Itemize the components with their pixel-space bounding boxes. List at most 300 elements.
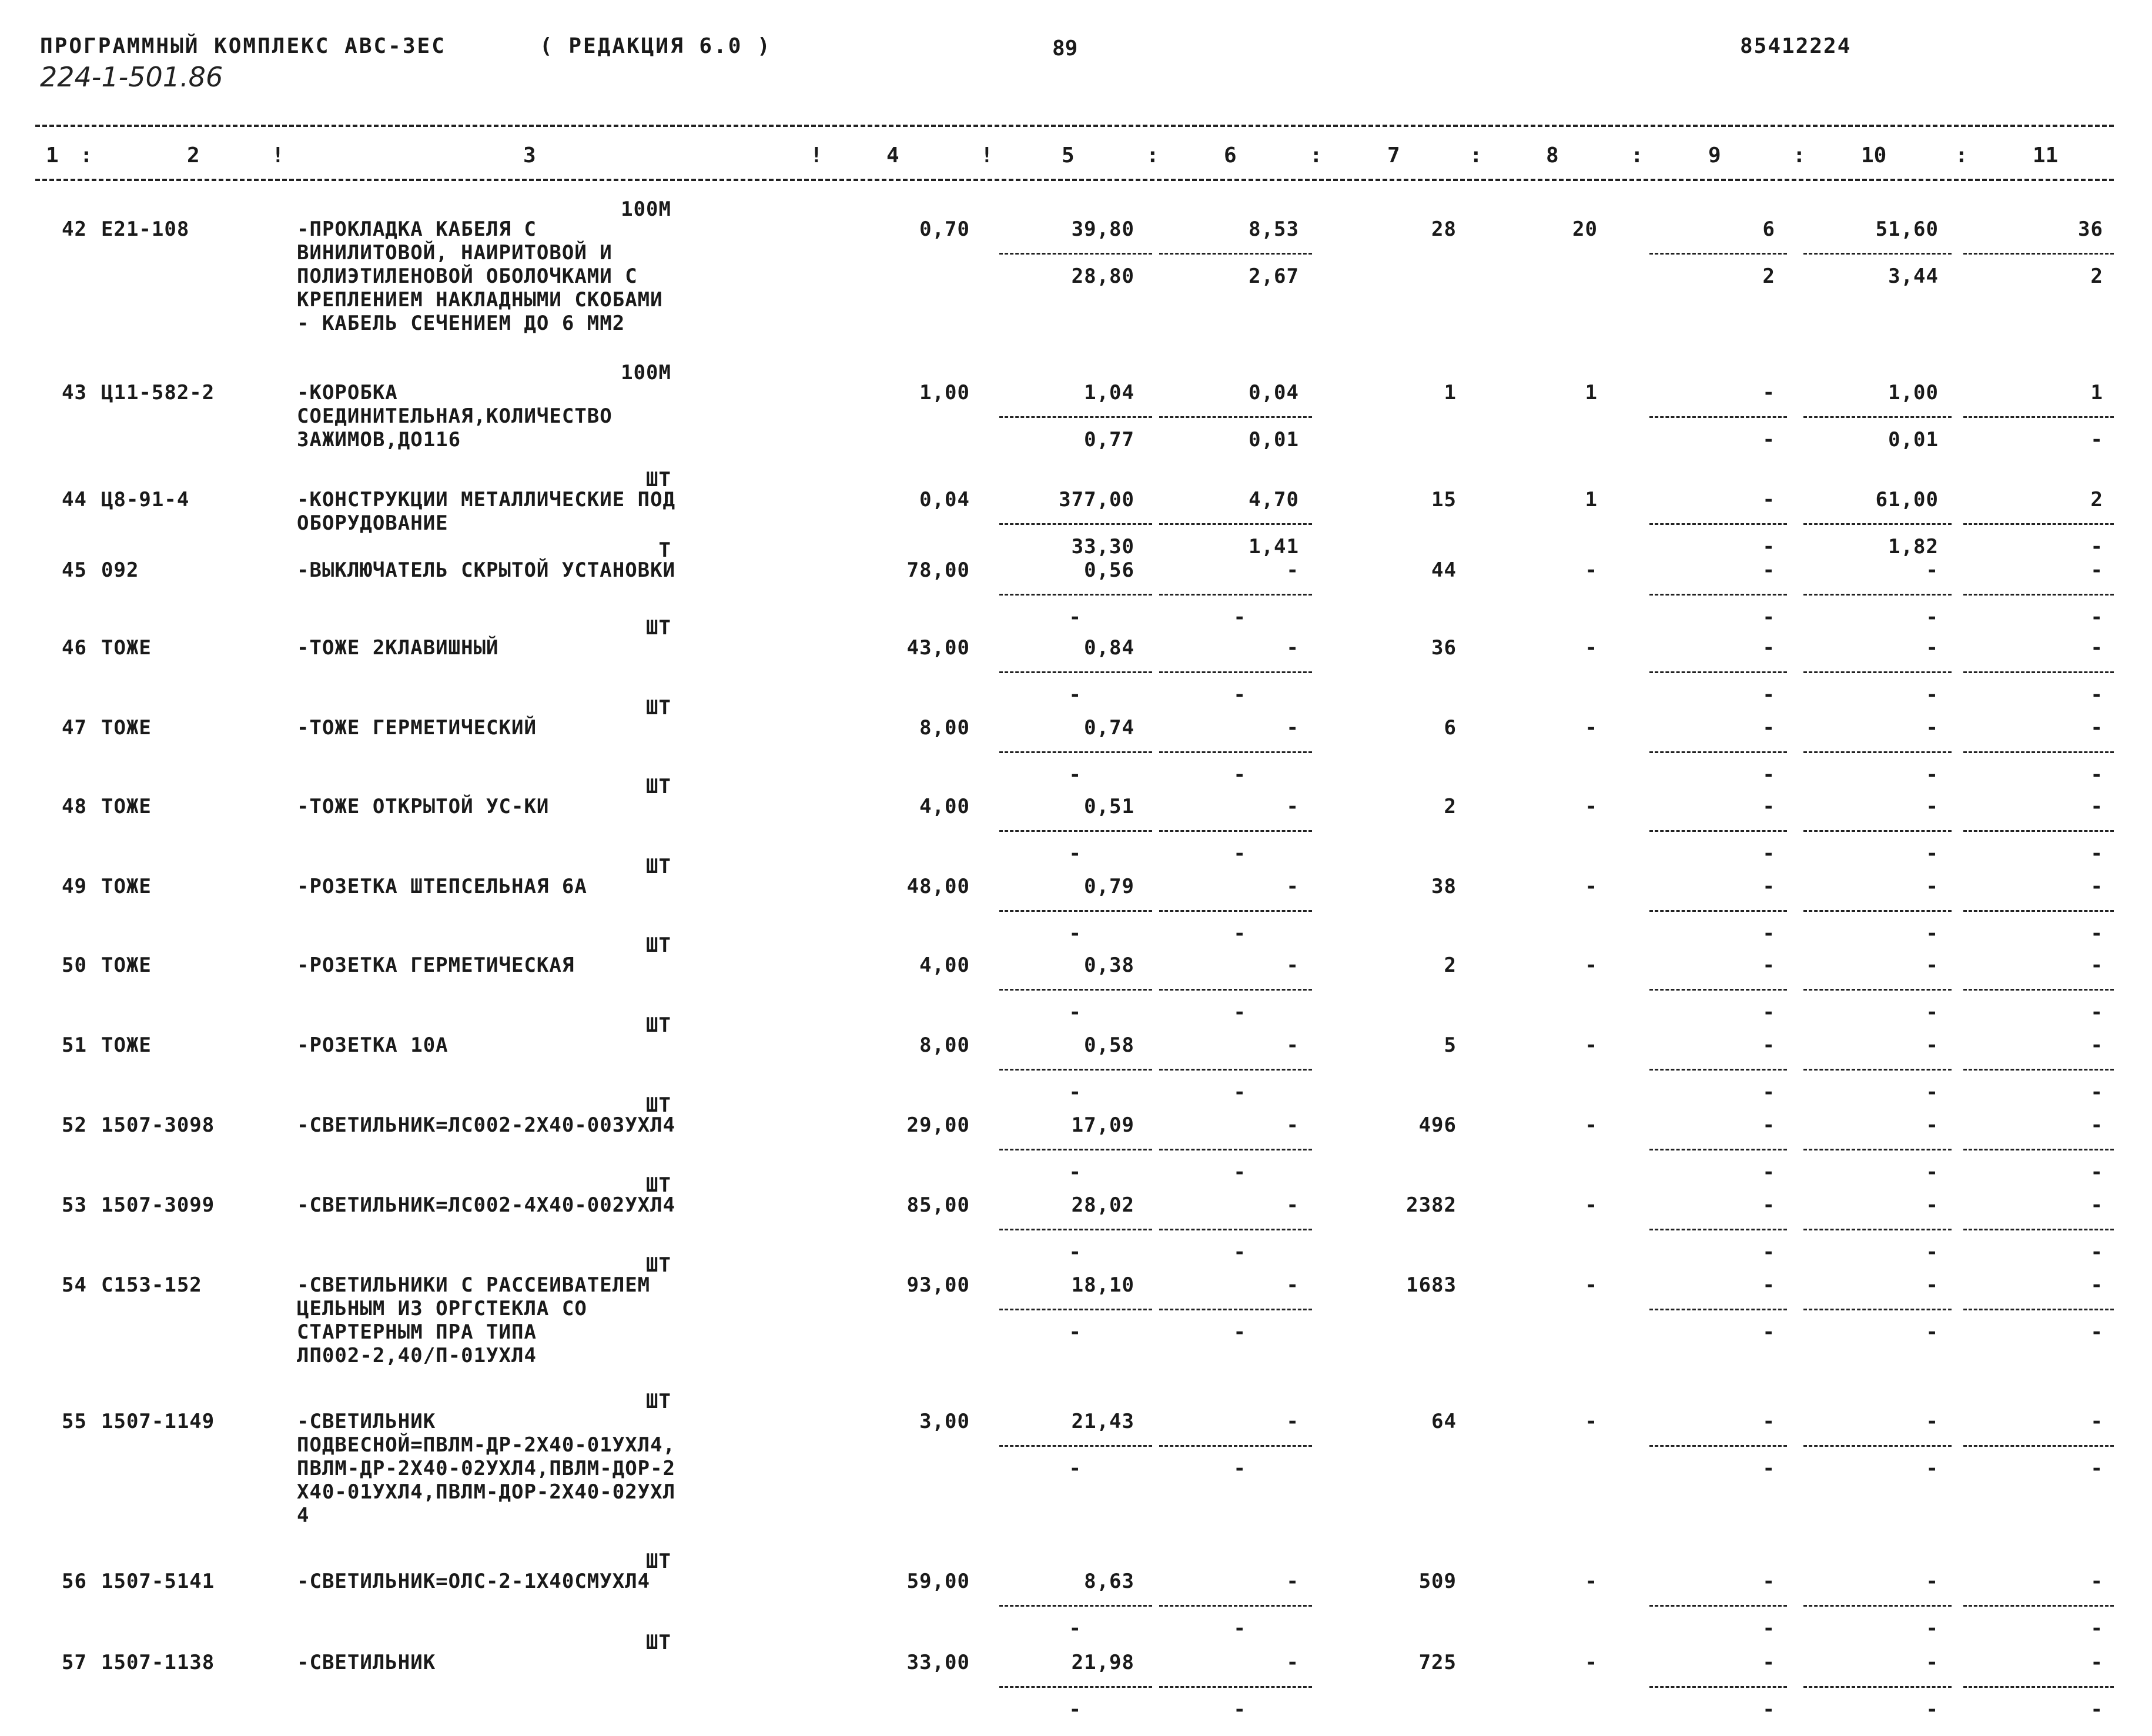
machine-wages: - [1233, 763, 1246, 787]
unit-cost-total: 0,74 [1084, 716, 1134, 740]
unit-cost-total: 21,98 [1071, 1651, 1134, 1674]
labor-total-machinists: - [2090, 1698, 2103, 1721]
unit-cost-total: 39,80 [1071, 218, 1134, 241]
labor-costs: - [1926, 558, 1939, 582]
operation-cost: - [1762, 558, 1775, 582]
cell-divider-line [1159, 671, 1312, 673]
unit-cost-wages: - [1069, 1001, 1082, 1024]
unit-cost-wages: - [1069, 922, 1082, 945]
labor-costs: - [1926, 954, 1939, 977]
machine-cost: - [1286, 1113, 1299, 1137]
labor-total: 2 [2090, 488, 2103, 511]
unit-cost-wages: - [1069, 1457, 1082, 1480]
norm-code: 1507-3098 [101, 1113, 215, 1137]
description-line: -КОНСТРУКЦИИ МЕТАЛЛИЧЕСКИЕ ПОД [297, 488, 676, 511]
norm-code: ТОЖЕ [101, 1033, 152, 1057]
row-number: 50 [62, 954, 87, 977]
labor-costs: - [1926, 1651, 1939, 1674]
col-separator: : [1310, 143, 1323, 168]
unit-cost-wages: - [1069, 1160, 1082, 1184]
col-separator: ! [272, 143, 285, 168]
labor-costs-machinists: - [1926, 842, 1939, 865]
labor-costs-machinists: - [1926, 1617, 1939, 1640]
machine-cost: 0,04 [1249, 381, 1299, 404]
operation-cost: - [1762, 1410, 1775, 1433]
machine-wages: 1,41 [1249, 535, 1299, 558]
labor-total-machinists: - [2090, 683, 2103, 707]
machine-cost: 4,70 [1249, 488, 1299, 511]
labor-costs-machinists: 1,82 [1888, 535, 1939, 558]
labor-total-machinists: - [2090, 606, 2103, 629]
col-header-10: 10 [1861, 143, 1887, 168]
unit-cost-total: 0,58 [1084, 1033, 1134, 1057]
labor-total: 1 [2090, 381, 2103, 404]
unit-label: 100М [621, 198, 671, 221]
cell-divider-line [1159, 416, 1312, 418]
machine-wages: - [1233, 842, 1246, 865]
description-line: ЛП002-2,40/П-01УХЛ4 [297, 1344, 537, 1367]
labor-costs-machinists: 3,44 [1888, 265, 1939, 288]
quantity: 48,00 [906, 875, 970, 898]
quantity: 8,00 [919, 716, 970, 740]
total-cost: 64 [1431, 1410, 1457, 1433]
machine-cost: - [1286, 1410, 1299, 1433]
total-wages: - [1585, 1033, 1598, 1057]
edition-label: ( РЕДАКЦИЯ 6.0 ) [540, 34, 772, 58]
labor-costs-machinists: - [1926, 1457, 1939, 1480]
operation-wages: - [1762, 1001, 1775, 1024]
labor-costs: - [1926, 1570, 1939, 1593]
total-cost: 2382 [1406, 1193, 1457, 1217]
labor-total-machinists: - [2090, 1160, 2103, 1184]
description-line: -СВЕТИЛЬНИК=ОЛС-2-1Х40СМУХЛ4 [297, 1570, 651, 1593]
labor-costs: - [1926, 795, 1939, 818]
norm-code: ТОЖЕ [101, 795, 152, 818]
cell-divider-line [999, 253, 1152, 255]
cell-divider-line [1649, 523, 1787, 525]
labor-costs-machinists: - [1926, 1081, 1939, 1104]
col-header-5: 5 [1062, 143, 1075, 168]
quantity: 4,00 [919, 954, 970, 977]
total-cost: 6 [1444, 716, 1457, 740]
cell-divider-line [1649, 830, 1787, 832]
norm-code: ТОЖЕ [101, 716, 152, 740]
handwritten-project-number: 224-1-501.86 [40, 61, 223, 93]
cell-divider-line [1649, 671, 1787, 673]
cell-divider-line [1803, 1309, 1952, 1310]
unit-label: ШТ [646, 775, 671, 798]
cell-divider-line [1963, 1069, 2114, 1071]
labor-total: - [2090, 558, 2103, 582]
labor-costs: - [1926, 1273, 1939, 1297]
total-wages: - [1585, 1113, 1598, 1137]
machine-wages: 0,01 [1249, 428, 1299, 451]
machine-wages: - [1233, 1081, 1246, 1104]
total-cost: 15 [1431, 488, 1457, 511]
col-header-11: 11 [2033, 143, 2059, 168]
cell-divider-line [1159, 253, 1312, 255]
operation-wages: - [1762, 1457, 1775, 1480]
description-line: -ТОЖЕ ГЕРМЕТИЧЕСКИЙ [297, 716, 537, 740]
operation-wages: - [1762, 842, 1775, 865]
machine-cost: - [1286, 1651, 1299, 1674]
labor-costs-machinists: - [1926, 683, 1939, 707]
cell-divider-line [1963, 594, 2114, 596]
unit-label: Т [658, 538, 671, 562]
unit-cost-total: 1,04 [1084, 381, 1134, 404]
machine-cost: - [1286, 795, 1299, 818]
col-header-3: 3 [523, 143, 536, 168]
cell-divider-line [1159, 1229, 1312, 1230]
machine-cost: - [1286, 1273, 1299, 1297]
quantity: 0,70 [919, 218, 970, 241]
norm-code: 1507-1138 [101, 1651, 215, 1674]
labor-costs-machinists: - [1926, 1320, 1939, 1344]
total-wages: - [1585, 716, 1598, 740]
quantity: 8,00 [919, 1033, 970, 1057]
labor-total-machinists: - [2090, 842, 2103, 865]
description-line: СТАРТЕРНЫМ ПРА ТИПА [297, 1320, 537, 1344]
cell-divider-line [1963, 1309, 2114, 1310]
operation-cost: - [1762, 381, 1775, 404]
machine-cost: - [1286, 1193, 1299, 1217]
labor-total-machinists: - [2090, 763, 2103, 787]
cell-divider-line [1803, 1069, 1952, 1071]
machine-cost: - [1286, 1570, 1299, 1593]
cell-divider-line [1963, 751, 2114, 753]
norm-code: С153-152 [101, 1273, 202, 1297]
norm-code: ТОЖЕ [101, 875, 152, 898]
labor-total: - [2090, 1033, 2103, 1057]
row-number: 54 [62, 1273, 87, 1297]
operation-wages: - [1762, 606, 1775, 629]
cell-divider-line [1963, 671, 2114, 673]
col-header-9: 9 [1708, 143, 1721, 168]
machine-wages: - [1233, 1698, 1246, 1721]
cell-divider-line [1159, 1309, 1312, 1310]
cell-divider-line [1159, 830, 1312, 832]
col-separator: : [1631, 143, 1644, 168]
row-number: 53 [62, 1193, 87, 1217]
total-wages: 1 [1585, 381, 1598, 404]
norm-code: 092 [101, 558, 139, 582]
cell-divider-line [1963, 253, 2114, 255]
cell-divider-line [1803, 1229, 1952, 1230]
total-cost: 5 [1444, 1033, 1457, 1057]
total-wages: - [1585, 875, 1598, 898]
labor-total-machinists: - [2090, 535, 2103, 558]
unit-label: ШТ [646, 1013, 671, 1037]
cell-divider-line [1649, 751, 1787, 753]
total-cost: 1 [1444, 381, 1457, 404]
machine-cost: - [1286, 636, 1299, 660]
operation-cost: - [1762, 716, 1775, 740]
cell-divider-line [1649, 1229, 1787, 1230]
operation-cost: - [1762, 1570, 1775, 1593]
cell-divider-line [1649, 1605, 1787, 1607]
cell-divider-line [1963, 830, 2114, 832]
quantity: 93,00 [906, 1273, 970, 1297]
total-cost: 725 [1418, 1651, 1457, 1674]
machine-cost: - [1286, 716, 1299, 740]
labor-total: - [2090, 795, 2103, 818]
total-cost: 509 [1418, 1570, 1457, 1593]
machine-cost: - [1286, 1033, 1299, 1057]
description-line: -ПРОКЛАДКА КАБЕЛЯ С [297, 218, 537, 241]
cell-divider-line [1649, 910, 1787, 912]
total-wages: 20 [1572, 218, 1598, 241]
total-cost: 36 [1431, 636, 1457, 660]
labor-costs-machinists: - [1926, 1240, 1939, 1264]
cell-divider-line [1803, 989, 1952, 991]
labor-total: - [2090, 954, 2103, 977]
cell-divider-line [1963, 1686, 2114, 1688]
unit-label: ШТ [646, 1550, 671, 1573]
labor-total-machinists: - [2090, 1001, 2103, 1024]
labor-total: - [2090, 1570, 2103, 1593]
cell-divider-line [999, 671, 1152, 673]
description-line: -СВЕТИЛЬНИК=ЛС002-4Х40-002УХЛ4 [297, 1193, 676, 1217]
operation-cost: - [1762, 875, 1775, 898]
cell-divider-line [1159, 1605, 1312, 1607]
unit-cost-total: 18,10 [1071, 1273, 1134, 1297]
labor-total-machinists: - [2090, 922, 2103, 945]
unit-cost-total: 28,02 [1071, 1193, 1134, 1217]
cell-divider-line [999, 1686, 1152, 1688]
labor-total: - [2090, 1273, 2103, 1297]
cell-divider-line [999, 594, 1152, 596]
total-cost: 28 [1431, 218, 1457, 241]
description-line: - КАБЕЛЬ СЕЧЕНИЕМ ДО 6 ММ2 [297, 312, 625, 335]
cell-divider-line [1159, 910, 1312, 912]
machine-wages: 2,67 [1249, 265, 1299, 288]
cell-divider-line [1159, 989, 1312, 991]
labor-total-machinists: - [2090, 1320, 2103, 1344]
labor-costs-machinists: - [1926, 1001, 1939, 1024]
labor-costs: - [1926, 1033, 1939, 1057]
unit-cost-wages: - [1069, 1617, 1082, 1640]
cell-divider-line [999, 989, 1152, 991]
col-separator: ! [980, 143, 993, 168]
cell-divider-line [1963, 910, 2114, 912]
cell-divider-line [999, 1229, 1152, 1230]
labor-total-machinists: - [2090, 1457, 2103, 1480]
row-number: 43 [62, 381, 87, 404]
cell-divider-line [999, 1445, 1152, 1447]
labor-costs-machinists: 0,01 [1888, 428, 1939, 451]
col-separator: ! [810, 143, 823, 168]
cell-divider-line [1803, 416, 1952, 418]
unit-cost-total: 0,84 [1084, 636, 1134, 660]
cell-divider-line [999, 1605, 1152, 1607]
description-line: -РОЗЕТКА 10А [297, 1033, 449, 1057]
unit-label: ШТ [646, 1253, 671, 1277]
total-wages: - [1585, 1570, 1598, 1593]
machine-cost: - [1286, 875, 1299, 898]
cell-divider-line [1159, 594, 1312, 596]
unit-cost-total: 377,00 [1059, 488, 1134, 511]
cell-divider-line [1159, 1069, 1312, 1071]
norm-code: Ц8-91-4 [101, 488, 190, 511]
description-line: -РОЗЕТКА ГЕРМЕТИЧЕСКАЯ [297, 954, 575, 977]
description-line: Х40-01УХЛ4,ПВЛМ-ДОР-2Х40-02УХЛ [297, 1480, 676, 1504]
labor-costs: - [1926, 636, 1939, 660]
unit-label: ШТ [646, 1631, 671, 1654]
machine-wages: - [1233, 922, 1246, 945]
operation-cost: - [1762, 636, 1775, 660]
description-line: ПОЛИЭТИЛЕНОВОЙ ОБОЛОЧКАМИ С [297, 265, 638, 288]
description-line: -ТОЖЕ ОТКРЫТОЙ УС-КИ [297, 795, 550, 818]
cell-divider-line [1963, 1229, 2114, 1230]
machine-wages: - [1233, 606, 1246, 629]
table-top-rule [35, 125, 2114, 127]
quantity: 4,00 [919, 795, 970, 818]
total-wages: - [1585, 1273, 1598, 1297]
description-line: ЗАЖИМОВ,ДО116 [297, 428, 461, 451]
col-separator: : [80, 143, 93, 168]
total-wages: - [1585, 1651, 1598, 1674]
description-line: -ТОЖЕ 2КЛАВИШНЫЙ [297, 636, 499, 660]
unit-cost-total: 8,63 [1084, 1570, 1134, 1593]
labor-costs: - [1926, 875, 1939, 898]
cell-divider-line [999, 1309, 1152, 1310]
col-header-4: 4 [886, 143, 899, 168]
row-number: 42 [62, 218, 87, 241]
unit-cost-wages: - [1069, 1320, 1082, 1344]
cell-divider-line [1159, 1445, 1312, 1447]
cell-divider-line [999, 1069, 1152, 1071]
cell-divider-line [1649, 989, 1787, 991]
labor-costs-machinists: - [1926, 606, 1939, 629]
quantity: 78,00 [906, 558, 970, 582]
labor-total: 36 [2078, 218, 2103, 241]
quantity: 59,00 [906, 1570, 970, 1593]
labor-total: - [2090, 1651, 2103, 1674]
operation-cost: - [1762, 488, 1775, 511]
machine-wages: - [1233, 1001, 1246, 1024]
row-number: 51 [62, 1033, 87, 1057]
labor-costs: - [1926, 1193, 1939, 1217]
operation-cost: - [1762, 1651, 1775, 1674]
labor-total-machinists: - [2090, 1081, 2103, 1104]
col-header-8: 8 [1546, 143, 1559, 168]
cell-divider-line [1963, 523, 2114, 525]
unit-cost-wages: 33,30 [1071, 535, 1134, 558]
machine-wages: - [1233, 683, 1246, 707]
col-separator: : [1793, 143, 1806, 168]
description-line: 4 [297, 1504, 310, 1527]
labor-costs: - [1926, 1410, 1939, 1433]
operation-cost: - [1762, 1033, 1775, 1057]
labor-costs: - [1926, 1113, 1939, 1137]
row-number: 52 [62, 1113, 87, 1137]
norm-code: Ц11-582-2 [101, 381, 215, 404]
quantity: 3,00 [919, 1410, 970, 1433]
total-wages: - [1585, 558, 1598, 582]
cell-divider-line [1159, 1686, 1312, 1688]
unit-label: ШТ [646, 1173, 671, 1197]
cell-divider-line [1963, 416, 2114, 418]
description-line: КРЕПЛЕНИЕМ НАКЛАДНЫМИ СКОБАМИ [297, 288, 663, 312]
norm-code: 1507-1149 [101, 1410, 215, 1433]
norm-code: Е21-108 [101, 218, 190, 241]
total-cost: 496 [1418, 1113, 1457, 1137]
description-line: -КОРОБКА [297, 381, 398, 404]
machine-wages: - [1233, 1240, 1246, 1264]
operation-wages: - [1762, 763, 1775, 787]
row-number: 47 [62, 716, 87, 740]
cell-divider-line [1159, 1149, 1312, 1150]
cell-divider-line [1649, 1309, 1787, 1310]
col-header-2: 2 [187, 143, 200, 168]
labor-costs: 51,60 [1875, 218, 1939, 241]
quantity: 0,04 [919, 488, 970, 511]
description-line: ВИНИЛИТОВОЙ, НАИРИТОВОЙ И [297, 241, 613, 265]
total-wages: - [1585, 1193, 1598, 1217]
cell-divider-line [1159, 523, 1312, 525]
quantity: 1,00 [919, 381, 970, 404]
col-separator: : [1955, 143, 1968, 168]
total-cost: 2 [1444, 795, 1457, 818]
cell-divider-line [999, 751, 1152, 753]
operation-wages: - [1762, 1698, 1775, 1721]
cell-divider-line [1649, 1149, 1787, 1150]
total-cost: 1683 [1406, 1273, 1457, 1297]
cell-divider-line [1803, 1445, 1952, 1447]
cell-divider-line [1803, 1605, 1952, 1607]
unit-cost-total: 0,56 [1084, 558, 1134, 582]
row-number: 49 [62, 875, 87, 898]
unit-label: ШТ [646, 468, 671, 491]
unit-cost-total: 0,79 [1084, 875, 1134, 898]
description-line: -СВЕТИЛЬНИК [297, 1410, 436, 1433]
description-line: -СВЕТИЛЬНИКИ С РАССЕИВАТЕЛЕМ [297, 1273, 651, 1297]
cell-divider-line [1803, 1149, 1952, 1150]
labor-costs: - [1926, 716, 1939, 740]
labor-costs-machinists: - [1926, 922, 1939, 945]
unit-cost-wages: 28,80 [1071, 265, 1134, 288]
operation-cost: - [1762, 1193, 1775, 1217]
unit-cost-total: 0,38 [1084, 954, 1134, 977]
cell-divider-line [1803, 830, 1952, 832]
col-header-6: 6 [1224, 143, 1237, 168]
cell-divider-line [1649, 1686, 1787, 1688]
norm-code: ТОЖЕ [101, 636, 152, 660]
machine-cost: - [1286, 954, 1299, 977]
col-header-1: 1 [46, 143, 59, 168]
labor-costs-machinists: - [1926, 763, 1939, 787]
operation-cost: 6 [1762, 218, 1775, 241]
operation-wages: - [1762, 1160, 1775, 1184]
cell-divider-line [1803, 253, 1952, 255]
description-line: -СВЕТИЛЬНИК=ЛС002-2Х40-003УХЛ4 [297, 1113, 676, 1137]
unit-cost-total: 17,09 [1071, 1113, 1134, 1137]
cell-divider-line [1159, 751, 1312, 753]
unit-cost-wages: - [1069, 842, 1082, 865]
cell-divider-line [1649, 253, 1787, 255]
cell-divider-line [1649, 1069, 1787, 1071]
cell-divider-line [1649, 1445, 1787, 1447]
description-line: ПВЛМ-ДР-2Х40-02УХЛ4,ПВЛМ-ДОР-2 [297, 1457, 676, 1480]
total-cost: 38 [1431, 875, 1457, 898]
machine-cost: 8,53 [1249, 218, 1299, 241]
total-cost: 44 [1431, 558, 1457, 582]
program-name: ПРОГРАММНЫЙ КОМПЛЕКС АВС-3ЕС [40, 34, 446, 58]
cell-divider-line [1649, 416, 1787, 418]
operation-cost: - [1762, 1273, 1775, 1297]
norm-code: 1507-5141 [101, 1570, 215, 1593]
col-separator: : [1146, 143, 1159, 168]
